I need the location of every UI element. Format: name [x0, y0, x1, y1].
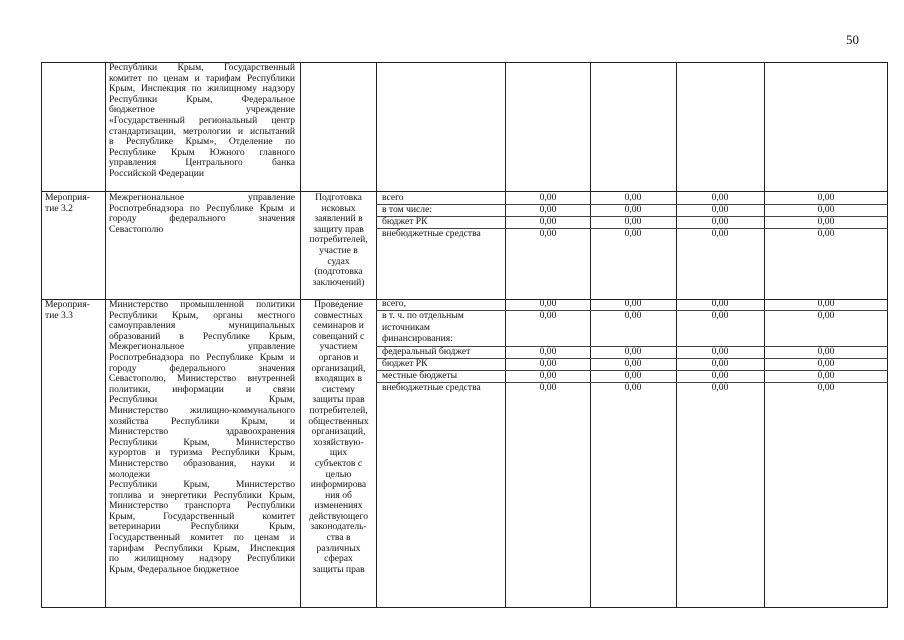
finance-value: 0,00: [817, 370, 835, 381]
finance-value: 0,00: [539, 310, 557, 321]
finance-value: 0,00: [539, 204, 557, 215]
responsible-line: бюджетное учреждение: [109, 104, 295, 116]
responsible-line: Республики Крым,: [109, 394, 295, 406]
finance-value: 0,00: [624, 346, 642, 357]
finance-value: 0,00: [539, 298, 557, 309]
measure-3-3-content: Проведение совместных семинаров и совещаний с участием органов и организаций, входящих в систему защиты прав потребителей, общественных организаций, хозяйствую- щих субъектов с целью информирова ния об изменениях действующего законодатель- ства в различных сферах защиты прав: [308, 300, 369, 575]
finance-value: 0,00: [817, 192, 835, 203]
responsible-line: Министерство образования, науки и: [109, 457, 295, 469]
responsible-line: Севастополю: [109, 223, 164, 235]
responsible-line: Крым, Инспекция по жилищному надзору: [109, 83, 295, 95]
finance-value: 0,00: [539, 370, 557, 381]
measure-3-3-responsible: [109, 300, 295, 606]
responsible-line: Республики Крым, Министерство: [109, 436, 295, 448]
finance-row: [376, 228, 888, 240]
responsible-line: управления Центрального банка: [109, 157, 295, 169]
finance-row: [376, 298, 888, 310]
responsible-line: «Государственный региональный центр: [109, 114, 295, 126]
responsible-line: молодежи: [109, 468, 150, 480]
responsible-line: Республики Крым, Федеральное: [109, 93, 295, 105]
finance-source-label: всего: [382, 192, 404, 203]
table-border-left: [41, 62, 42, 607]
finance-value: 0,00: [817, 346, 835, 357]
finance-value: 0,00: [539, 192, 557, 203]
measure-3-2-code: Мероприя- тие 3.2: [45, 193, 90, 214]
responsible-line: Межрегиональное управление: [109, 341, 295, 353]
finance-value: 0,00: [711, 204, 729, 215]
column-divider: [105, 62, 106, 607]
responsible-line: Российской Федерации: [109, 167, 204, 179]
finance-value: 0,00: [624, 192, 642, 203]
finance-source-label: бюджет РК: [382, 358, 428, 369]
finance-row: [376, 310, 888, 346]
finance-value: 0,00: [711, 228, 729, 239]
finance-value: 0,00: [624, 216, 642, 227]
finance-row: [376, 370, 888, 382]
finance-value: 0,00: [817, 358, 835, 369]
table-border-bottom: [41, 607, 888, 608]
finance-value: 0,00: [539, 382, 557, 393]
measure-3-2-content: Подготовка исковых заявлений в защиту прав потребителей, участие в судах (подготовка заключений): [309, 193, 368, 288]
finance-value: 0,00: [817, 298, 835, 309]
finance-row: [376, 382, 888, 394]
finance-value: 0,00: [817, 382, 835, 393]
page-number: 50: [846, 32, 859, 47]
finance-value: 0,00: [539, 216, 557, 227]
responsible-line: курортов и туризма Республики Крым,: [109, 447, 295, 459]
responsible-line: Республике Крым Южного главного: [109, 146, 295, 158]
responsible-cell-continuation: [109, 63, 295, 191]
finance-source-label: федеральный бюджет: [382, 346, 471, 357]
responsible-line: Межрегиональное управление: [109, 193, 295, 203]
finance-value: 0,00: [624, 310, 642, 321]
measure-3-3-code: Мероприя- тие 3.3: [45, 300, 90, 321]
responsible-line: Министерство транспорта Республики: [109, 500, 295, 512]
responsible-line: самоуправления муниципальных: [109, 320, 295, 332]
responsible-line: Государственный комитет по ценам и: [109, 532, 295, 544]
responsible-line: Республики Крым, Государственный: [109, 63, 295, 73]
finance-value: 0,00: [624, 298, 642, 309]
responsible-line: тарифам Республики Крым, Инспекция: [109, 542, 295, 554]
finance-source-label: местные бюджеты: [382, 370, 458, 381]
responsible-line: по жилищному надзору Республики: [109, 553, 295, 565]
finance-value: 0,00: [711, 346, 729, 357]
finance-value: 0,00: [817, 310, 835, 321]
responsible-line: Республики Крым, органы местного: [109, 309, 295, 321]
responsible-line: Роспотребнадзора по Республике Крым и: [109, 351, 295, 363]
responsible-line: политики, информации и связи: [109, 383, 295, 395]
finance-value: 0,00: [711, 298, 729, 309]
responsible-line: стандартизации, метрологии и испытаний: [109, 125, 295, 137]
responsible-line: в Республике Крым», Отделение по: [109, 136, 295, 148]
responsible-line: городу федерального значения: [109, 213, 295, 225]
finance-row: [376, 204, 888, 216]
finance-row: [376, 216, 888, 228]
finance-value: 0,00: [539, 346, 557, 357]
measure-3-2-responsible: [109, 193, 295, 253]
finance-value: 0,00: [624, 358, 642, 369]
finance-row: [376, 358, 888, 370]
finance-value: 0,00: [711, 192, 729, 203]
finance-source-label: всего,: [382, 298, 406, 309]
responsible-line: Министерство здравоохранения: [109, 426, 295, 438]
finance-source-label: бюджет РК: [382, 216, 428, 227]
responsible-line: Крым, Федеральное бюджетное: [109, 563, 240, 575]
finance-source-label: внебюджетные средства: [382, 382, 481, 393]
responsible-line: Республики Крым, Министерство: [109, 479, 295, 491]
finance-row: [376, 192, 888, 204]
finance-value: 0,00: [539, 228, 557, 239]
responsible-line: Роспотребнадзора по Республике Крым и: [109, 202, 295, 214]
finance-value: 0,00: [624, 370, 642, 381]
responsible-line: ветеринарии Республики Крым,: [109, 521, 295, 533]
finance-value: 0,00: [624, 382, 642, 393]
finance-source-label: в т. ч. по отдельным источникам финансирования:: [382, 310, 464, 345]
responsible-line: образований в Республике Крым,: [109, 330, 295, 342]
finance-value: 0,00: [711, 382, 729, 393]
finance-value: 0,00: [817, 228, 835, 239]
finance-value: 0,00: [711, 370, 729, 381]
finance-value: 0,00: [817, 204, 835, 215]
responsible-line: топлива и энергетики Республики Крым,: [109, 489, 295, 501]
responsible-line: комитет по ценам и тарифам Республики: [109, 72, 295, 84]
finance-value: 0,00: [624, 204, 642, 215]
finance-value: 0,00: [711, 358, 729, 369]
responsible-line: Крым, Государственный комитет: [109, 510, 295, 522]
responsible-line: хозяйства Республики Крым, и: [109, 415, 295, 427]
finance-value: 0,00: [711, 310, 729, 321]
finance-source-label: внебюджетные средства: [382, 228, 481, 239]
responsible-line: Министерство жилищно-коммунального: [109, 404, 295, 416]
finance-source-label: в том числе:: [382, 204, 433, 215]
finance-value: 0,00: [711, 216, 729, 227]
finance-row: [376, 346, 888, 358]
responsible-line: Севастополю, Министерство внутренней: [109, 373, 295, 385]
finance-value: 0,00: [624, 228, 642, 239]
finance-value: 0,00: [539, 358, 557, 369]
responsible-line: Министерство промышленной политики: [109, 300, 295, 310]
finance-value: 0,00: [817, 216, 835, 227]
responsible-line: городу федерального значения: [109, 362, 295, 374]
